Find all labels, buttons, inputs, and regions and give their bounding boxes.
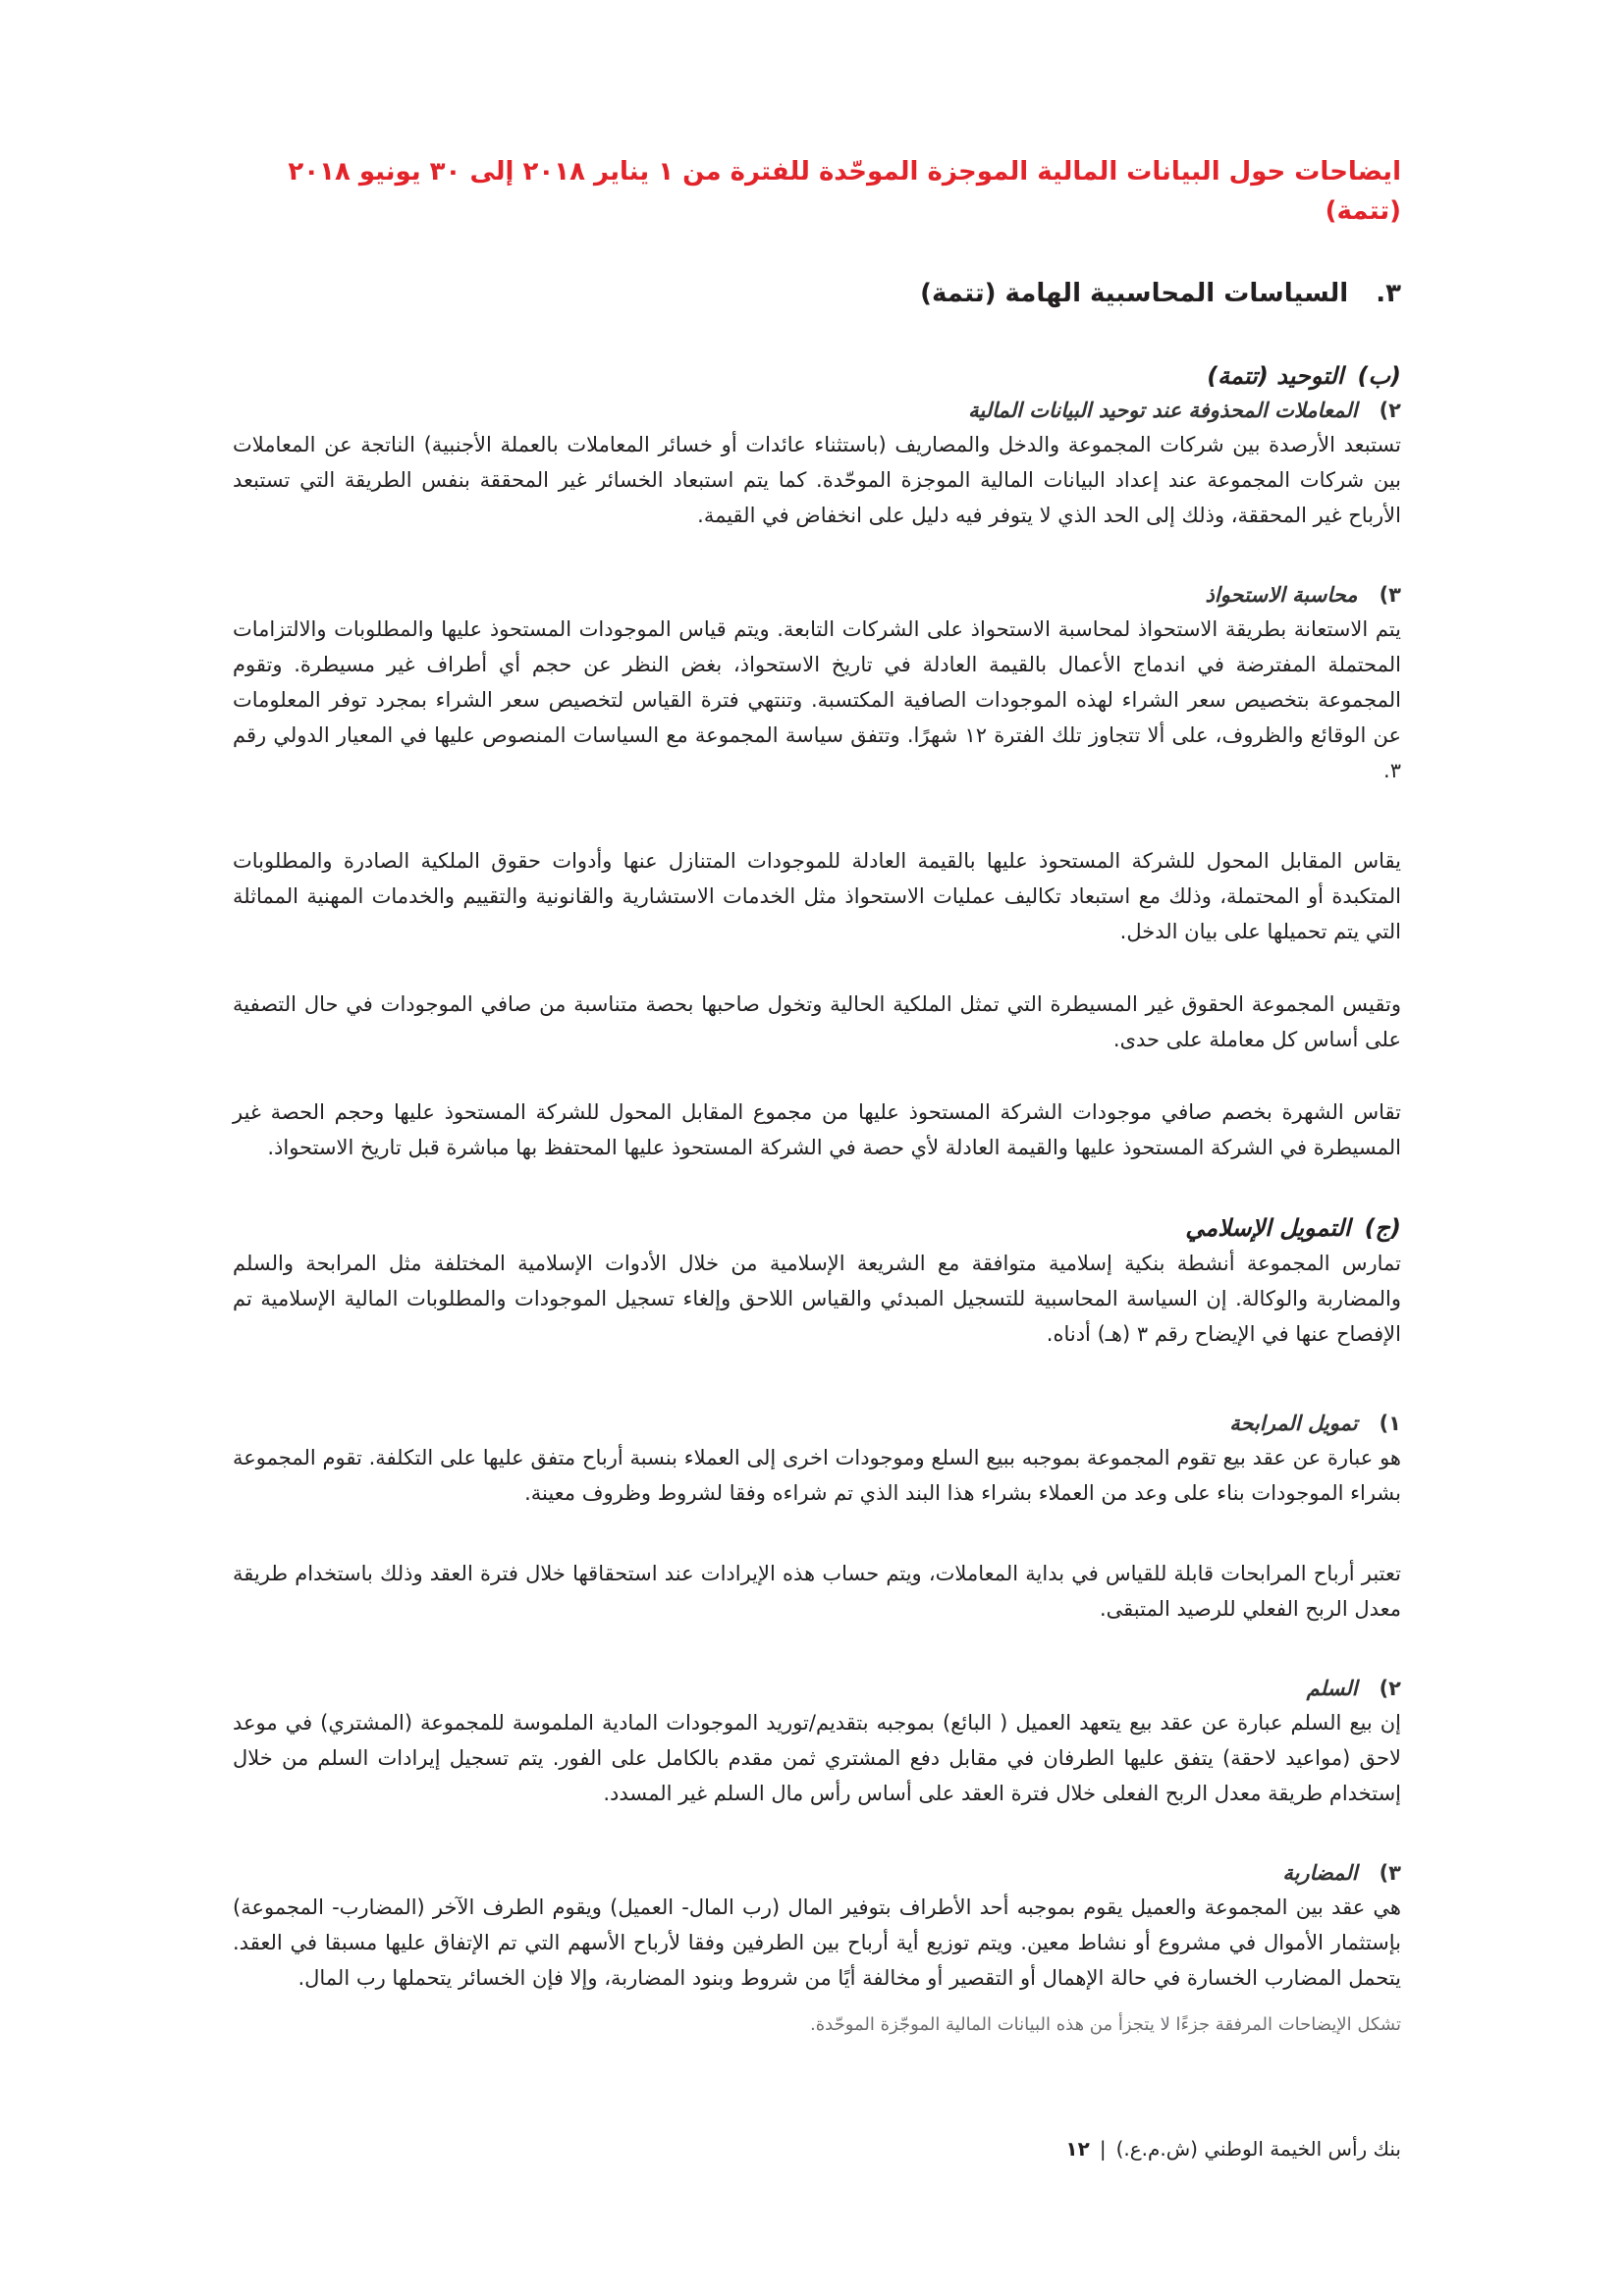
murabaha-paragraph-2: تعتبر أرباح المرابحات قابلة للقياس في بداية المعاملات، ويتم حساب هذه الإيرادات عند استحقاقها خلال فترة العقد وذلك باستخدام طريقة معدل الربح الفعلي للرصيد المتبقى. [233, 1562, 1401, 1621]
page-footer [1065, 2137, 1401, 2161]
acquisition-paragraph-4: تقاس الشهرة بخصم صافي موجودات الشركة المستحوذ عليها من مجموع المقابل المحول للشركة المستحوذ عليها وحجم الحصة غير المسيطرة في الشركة المستحوذ عليها والقيمة العادلة لأي حصة في الشركة المستحوذ عليها المحتفظ بها مباشرة قبل تاريخ الاستحواذ. [233, 1100, 1401, 1159]
eliminated-transactions-title: المعاملات المحذوفة عند توحيد البيانات المالية [968, 399, 1358, 422]
section-heading [233, 274, 1401, 313]
eliminated-transactions-paragraph: تستبعد الأرصدة بين شركات المجموعة والدخل والمصاريف (باستثناء عائدات أو خسائر المعاملات بالعملة الأجنبية) الناتجة عن المعاملات بين شركات المجموعة عند إعداد البيانات المالية الموجزة الموحّدة. كما يتم استبعاد الخسائر غير المحققة بنفس الطريقة التي تستبعد الأرباح غير المحققة، وذلك إلى الحد الذي لا يتوفر فيه دليل على انخفاض في القيمة. [233, 433, 1401, 527]
islamic-finance-title: التمويل الإسلامي [1185, 1214, 1351, 1242]
acquisition-paragraph-1: يتم الاستعانة بطريقة الاستحواذ لمحاسبة الاستحواذ على الشركات التابعة. ويتم قياس الموجودات المستحوذ عليها والمطلوبات والالتزامات المحتملة المفترضة في اندماج الأعمال بالقيمة العادلة في تاريخ الاستحواذ، بغض النظر عن حجم أي أطراف غير مسيطرة. وتقوم المجموعة بتخصيص سعر الشراء لهذه الموجودات الصافية المكتسبة. وتنتهي فترة القياس لتخصيص سعر الشراء بمجرد توفر المعلومات عن الوقائع والظروف، على ألا تتجاوز تلك الفترة ١٢ شهرًا. وتتفق سياسة المجموعة مع السياسات المنصوص عليها في المعيار الدولي رقم ٣. [233, 617, 1402, 782]
islamic-finance-intro: تمارس المجموعة أنشطة بنكية إسلامية متوافقة مع الشريعة الإسلامية من خلال الأدوات الإسلامية المختلفة مثل المرابحة والسلم والمضاربة والوكالة. إن السياسة المحاسبية للتسجيل المبدئي والقياس اللاحق وإلغاء تسجيل الموجودات والمطلوبات المالية الإسلامية تم الإفصاح عنها في الإيضاح رقم ٣ (هـ) أدناه. [233, 1252, 1401, 1346]
acquisition-accounting-marker: ٣) [1379, 583, 1401, 607]
murabaha-marker: ١) [1379, 1412, 1401, 1435]
eliminated-transactions-marker: ٢) [1379, 399, 1401, 422]
islamic-finance-marker: (ج) [1364, 1214, 1401, 1242]
acquisition-paragraph-2: يقاس المقابل المحول للشركة المستحوذ عليها بالقيمة العادلة للموجودات المتنازل عنها وأدوات حقوق الملكية الصادرة والمطلوبات المتكبدة أو المحتملة، وذلك مع استبعاد تكاليف عمليات الاستحواذ مثل الخدمات الاستشارية والقانونية والتقييم والخدمات المهنية المماثلة التي يتم تحميلها على بيان الدخل. [233, 849, 1401, 943]
acquisition-paragraph-3: وتقيس المجموعة الحقوق غير المسيطرة التي تمثل الملكية الحالية وتخول صاحبها بحصة متناسبة من صافي الموجودات في حال التصفية على أساس كل معاملة على حدى. [233, 992, 1401, 1051]
mudaraba-marker: ٣) [1379, 1861, 1401, 1885]
mudaraba-paragraph: هي عقد بين المجموعة والعميل يقوم بموجبه أحد الأطراف بتوفير المال (رب المال- العميل) ويقوم الطرف الآخر (المضارب- المجموعة) بإستثمار الأموال في مشروع أو نشاط معين. ويتم توزيع أية أرباح بين الطرفين وفقا لأرباح الأسهم التي تم الإتفاق عليها مسبقا في العقد. يتحمل المضارب الخسارة في حالة الإهمال أو التقصير أو مخالفة أيًا من شروط وبنود المضاربة، وإلا فإن الخسائر يتحملها رب المال. [233, 1896, 1401, 1990]
salam-title: السلم [1306, 1677, 1358, 1700]
murabaha-paragraph-1: هو عبارة عن عقد بيع تقوم المجموعة بموجبه ببيع السلع وموجودات اخرى إلى العملاء بنسبة أرباح متفق عليها على التكلفة. تقوم المجموعة بشراء الموجودات بناء على وعد من العملاء بشراء هذا البند الذي تم شراءه وفقا لشروط وظروف معينة. [233, 1446, 1401, 1505]
page-content [233, 152, 1401, 1996]
bank-name: بنك رأس الخيمة الوطني (ش.م.ع.) [1115, 2137, 1401, 2161]
mudaraba-heading [233, 1856, 1401, 1890]
page-number: ١٢ [1065, 2137, 1090, 2161]
islamic-finance-heading [233, 1210, 1401, 1246]
footer-note: تشكل الإيضاحات المرفقة جزءًا لا يتجزأ من هذه البيانات المالية الموجّزة الموحّدة. [810, 2014, 1401, 2035]
consolidation-title: التوحيد (تتمة) [1207, 362, 1344, 390]
acquisition-accounting-title: محاسبة الاستحواذ [1205, 583, 1358, 607]
section-number: ٣. [1376, 279, 1401, 308]
section-title: السياسات المحاسبية الهامة (تتمة) [920, 279, 1349, 308]
consolidation-heading [233, 358, 1401, 394]
consolidation-section [233, 358, 1401, 1165]
islamic-finance-section [233, 1210, 1401, 1996]
salam-heading [233, 1672, 1401, 1705]
eliminated-transactions-heading [233, 394, 1401, 427]
murabaha-heading [233, 1407, 1401, 1440]
murabaha-title: تمويل المرابحة [1229, 1412, 1358, 1435]
acquisition-accounting-heading [233, 578, 1401, 612]
footer-separator: | [1099, 2137, 1107, 2161]
document-title: ايضاحات حول البيانات المالية الموجزة الموحّدة للفترة من ١ يناير ٢٠١٨ إلى ٣٠ يونيو ٢٠١٨ (تتمة) [288, 157, 1401, 226]
salam-paragraph: إن بيع السلم عبارة عن عقد بيع يتعهد العميل ( البائع) بموجبه بتقديم/توريد الموجودات المادية الملموسة للمجموعة (المشتري) في موعد لاحق (مواعيد لاحقة) يتفق عليها الطرفان في مقابل دفع المشتري ثمن مقدم بالكامل على الفور. يتم تسجيل إيرادات السلم من خلال إستخدام طريقة معدل الربح الفعلى خلال فترة العقد على أساس رأس مال السلم غير المسدد. [233, 1711, 1401, 1805]
mudaraba-title: المضاربة [1282, 1861, 1358, 1885]
salam-marker: ٢) [1379, 1677, 1401, 1700]
consolidation-marker: (ب) [1357, 362, 1401, 390]
